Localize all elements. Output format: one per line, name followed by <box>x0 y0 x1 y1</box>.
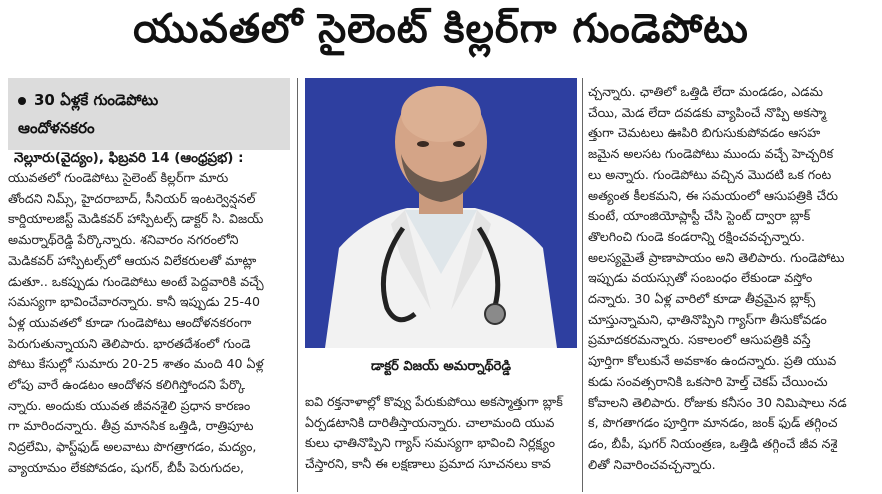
body-line: త్తుగా చెమటలు ఊపిరి బిగుసుకుపోవడం ఆసహ <box>588 125 821 141</box>
body-line: వ్యాయామం లేకపోవడం, షుగర్, బీపీ పెరుగుదల, <box>8 459 245 475</box>
body-line: సమస్యగా భావించేవారన్నారు. కానీ ఇప్పుడు 25-40 <box>8 294 261 310</box>
body-line: తొలగించి గుండె కండరాన్ని రక్షించవచ్చన్నారు. <box>588 228 805 244</box>
body-line: పూర్తిగా కోలుకునే అవకాశం ఉందన్నారు. ప్రతి యువ <box>588 353 837 369</box>
body-line: లు అన్నారు. గుండెపోటు వచ్చిన మొదటి ఒక గంట <box>588 166 832 182</box>
body-line: న్నారు. అందుకు యువత జీవనశైలి ప్రధాన కారణం <box>8 397 251 413</box>
body-line: క, పొగతాగడం పూర్తిగా మానడం, జంక్ ఫుడ్ తగ్గించ <box>588 415 838 431</box>
body-line: లోపు వారే ఉండటం ఆందోళన కలిగిస్తోందని పేర్కొ <box>8 377 246 393</box>
body-line: పెరుగుతున్నాయని తెలిపారు. భారతదేశంలో గుండె <box>8 335 251 351</box>
doctor-photo <box>305 78 577 348</box>
body-line: మెడికవర్ హాస్పిటల్స్‌లో ఆయన విలేకరులతో మాట్లా <box>8 252 257 268</box>
body-line: చ్చన్నారు. ఛాతిలో ఒత్తిడి లేదా మండడం, ఎడమ <box>588 84 823 99</box>
doctor-portrait-icon <box>305 78 577 348</box>
body-line: అత్యంత కీలకమని, ఈ సమయంలో ఆసుపత్రికి చేరు <box>588 187 838 203</box>
body-line: చేయి, మెడ లేదా దవడకు వ్యాపించే నొప్పి అకస్మా <box>588 104 827 120</box>
body-line: యువతలో గుండెపోటు సైలెంట్ కిల్లర్‌గా మారు <box>8 170 229 185</box>
article-column-1 <box>8 168 292 494</box>
subheading-line-1 <box>18 86 280 114</box>
body-line: పోటు కేసుల్లో సుమారు 20-25 శాతం మంది 40 ఏళ్ల <box>8 356 264 372</box>
article-column-2 <box>305 392 577 494</box>
column-divider <box>297 78 298 492</box>
body-line: చూస్తున్నామని, ఛాతినొప్పిని గ్యాస్‌గా తీసుకోవడం <box>588 311 827 327</box>
photo-caption: డాక్టర్ విజయ్ అమర్నాథ్‌రెడ్డి <box>305 348 577 388</box>
subheading-box <box>8 78 290 150</box>
body-line: ఏళ్ల యువతలో కూడా గుండెపోటు ఆందోళనకరంగా <box>8 314 252 330</box>
column-divider <box>582 78 583 492</box>
body-line: కార్డియాలజిస్ట్ మెడికవర్ హాస్పిటల్స్ డాక్టర్ సి. విజయ్ <box>8 211 264 227</box>
dateline: నెల్లూరు(వైద్యం), ఫిబ్రవరి 14 (ఆంధ్రప్రభ) : <box>14 150 244 166</box>
body-line: గా మారిందన్నారు. తీవ్ర మానసిక ఒత్తిడి, రాత్రిపూట <box>8 418 254 434</box>
body-line: ఇప్పుడు వయస్సుతో సంబంధం లేకుండా వస్తోం <box>588 270 813 286</box>
body-line: దన్నారు. 30 ఏళ్ల వారిలో కూడా తీవ్రమైన బ్లాక్స్ <box>588 291 816 307</box>
body-line: కులు ఛాతినొప్పిని గ్యాస్ సమస్యగా భావించి నిర్లక్ష్యం <box>305 435 555 451</box>
body-line: జమైన అలసట గుండెపోటు ముందు వచ్చే హెచ్చరిక <box>588 146 834 162</box>
body-line: కుంటే, యాంజియోప్లాస్టీ చేసి స్టెంట్ ద్వారా బ్లాక్ <box>588 208 811 224</box>
body-line: ఏర్పడటానికి దారితీస్తాయన్నారు. చాలామంది యువ <box>305 414 555 430</box>
body-line: ప్రమాదకరమన్నారు. సకాలంలో ఆసుపత్రికి వస్తే <box>588 332 811 348</box>
body-line: నిద్రలేమి, ఫాస్ట్‌ఫుడ్ అలవాటు పొగత్రాగడం, మద్యం, <box>8 439 257 455</box>
subheading-line-2 <box>18 114 280 142</box>
body-line: తోందని నిమ్స్, హైదరాబాద్, సీనియర్ ఇంటర్వెన్షనల్ <box>8 190 256 206</box>
body-line: అమర్నాథ్‌రెడ్డి పేర్కొన్నారు. శనివారం నగరంలోని <box>8 232 239 248</box>
body-line: అలస్యమైతే ప్రాణాపాయం అని తెలిపారు. గుండెపోటు <box>588 249 845 265</box>
subheading-line-1-text: 30 ఏళ్లకే గుండెపోటు <box>34 91 159 109</box>
bullet-icon <box>18 97 26 105</box>
body-line: కుడు సంవత్సరానికి ఒకసారి హెల్త్ చెకప్ చేయించు <box>588 373 828 389</box>
headline: యువతలో సైలెంట్ కిల్లర్‌గా గుండెపోటు <box>133 6 749 52</box>
body-line: ఐవి రక్తనాళాల్లో కొవ్వు పేరుకుపోయి అకస్మాత్తుగా బ్లాక్ <box>305 394 563 409</box>
body-line: డుతూ.. ఒకప్పుడు గుండెపోటు అంటే పెద్దవారికి వచ్చే <box>8 273 264 289</box>
article-column-3 <box>588 82 878 492</box>
body-line: చేస్తారని, కానీ ఈ లక్షణాలు ప్రమాద సూచనలు కావ <box>305 456 551 472</box>
subheading-line-2-text: ఆందోళనకరం <box>18 119 95 137</box>
body-line: డం, బీపీ, షుగర్ నియంత్రణ, ఒత్తిడి తగ్గించే జీవ నశై <box>588 435 838 451</box>
body-line: కోవాలని తెలిపారు. రోజుకు కనీసం 30 నిమిషాలు నడ <box>588 394 847 410</box>
body-line: లితో నివారించవచ్చన్నారు. <box>588 456 716 472</box>
